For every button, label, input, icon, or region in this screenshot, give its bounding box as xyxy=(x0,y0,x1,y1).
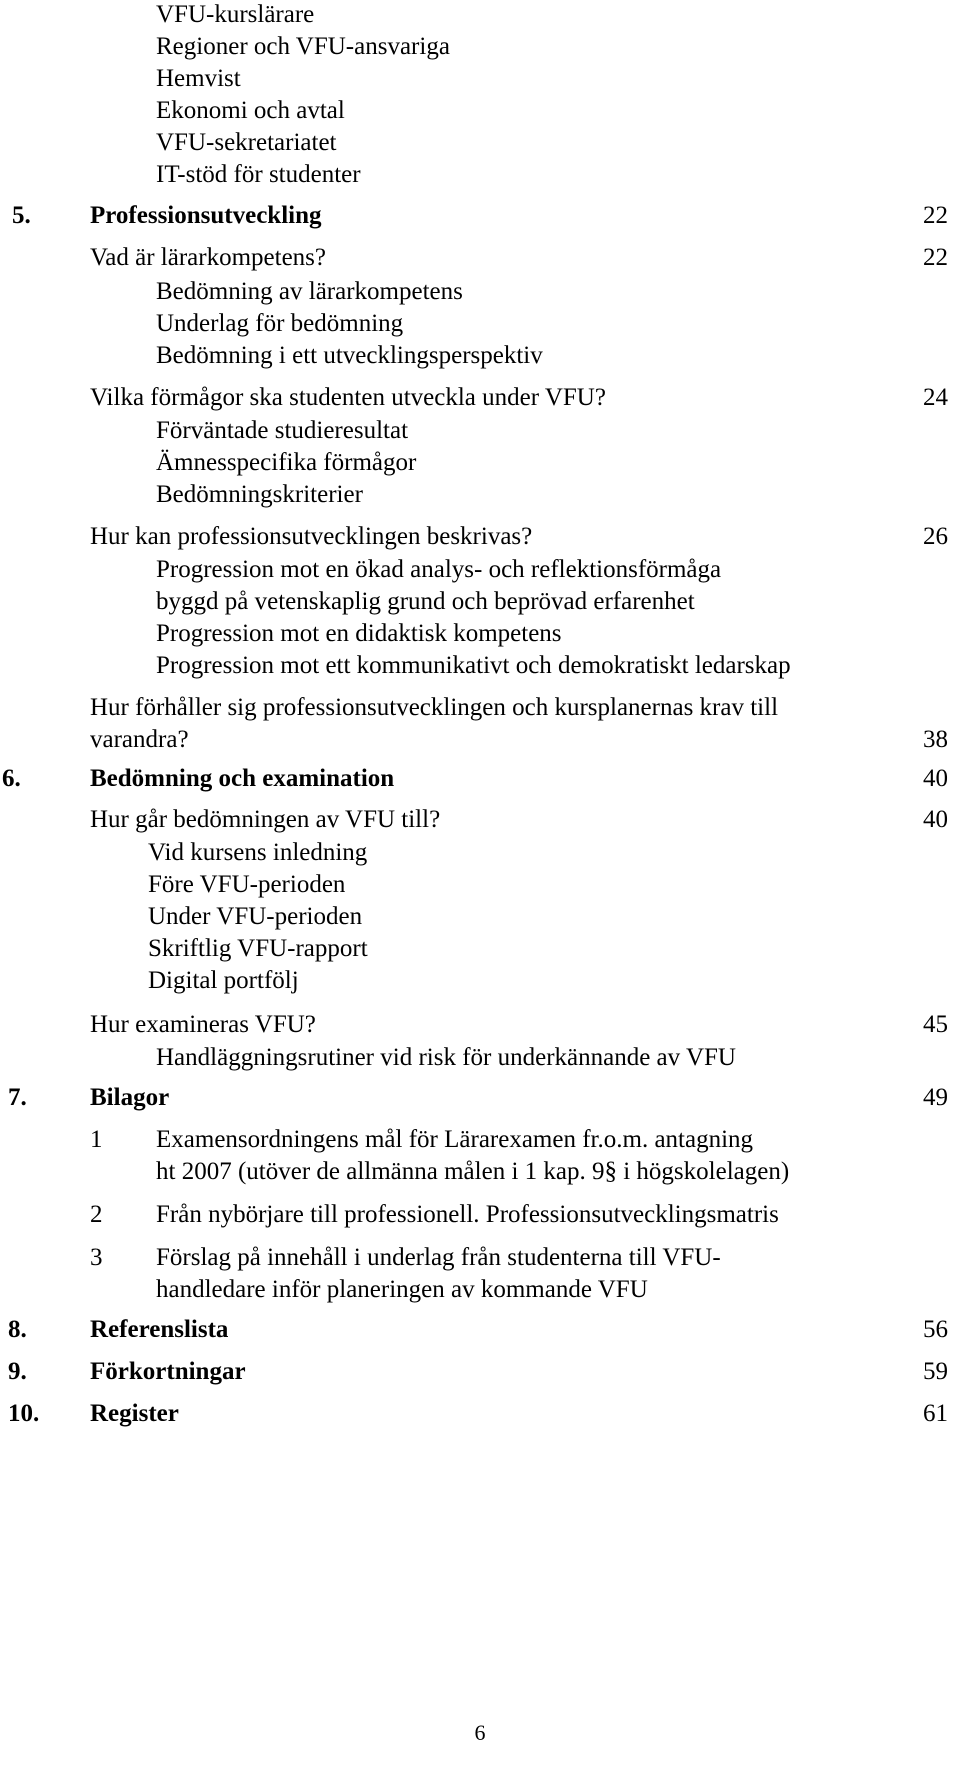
section-title: Hur förhåller sig professionsutvecklingen och kursplanernas krav till xyxy=(90,694,779,721)
toc-subitem: Ekonomi och avtal xyxy=(156,97,345,124)
section-page: 38 xyxy=(923,726,948,753)
toc-subitem: byggd på vetenskaplig grund och beprövad erfarenhet xyxy=(156,588,695,615)
toc-subitem: Ämnesspecifika förmågor xyxy=(156,449,417,476)
appendix-number: 3 xyxy=(90,1244,103,1271)
section-page: 22 xyxy=(923,244,948,271)
footer-page-number: 6 xyxy=(474,1720,486,1745)
chapter-page: 40 xyxy=(923,765,948,792)
toc-subitem: Progression mot en didaktisk kompetens xyxy=(156,620,562,647)
chapter-title: Förkortningar xyxy=(90,1358,246,1385)
appendix-title: Examensordningens mål för Lärarexamen fr.o.m. antagning xyxy=(156,1126,754,1153)
appendix-title: Från nybörjare till professionell. Professionsutvecklingsmatris xyxy=(156,1201,779,1228)
appendix-number: 2 xyxy=(90,1201,103,1228)
chapter-title: Bilagor xyxy=(90,1084,170,1111)
toc-subitem: Bedömning av lärarkompetens xyxy=(156,278,463,305)
section-title: Hur examineras VFU? xyxy=(90,1011,316,1038)
section-title: Vad är lärarkompetens? xyxy=(90,244,326,271)
toc-subitem: Vid kursens inledning xyxy=(148,839,368,866)
appendix-number: 1 xyxy=(90,1126,103,1153)
section-page: 24 xyxy=(923,384,948,411)
section-page: 40 xyxy=(923,806,948,833)
chapter-title: Referenslista xyxy=(90,1316,229,1343)
chapter-number: 8. xyxy=(8,1316,27,1343)
toc-subitem: Progression mot en ökad analys- och reflektionsförmåga xyxy=(156,556,722,583)
chapter-title: Bedömning och examination xyxy=(90,765,395,792)
toc-subitem: Digital portfölj xyxy=(148,967,299,994)
toc-subitem: Regioner och VFU-ansvariga xyxy=(156,33,450,60)
toc-subitem: Under VFU-perioden xyxy=(148,903,363,930)
chapter-title: Professionsutveckling xyxy=(90,202,322,229)
toc-subitem: Bedömning i ett utvecklingsperspektiv xyxy=(156,342,543,369)
toc-subitem: Före VFU-perioden xyxy=(148,871,346,898)
chapter-page: 61 xyxy=(923,1400,948,1427)
chapter-number: 9. xyxy=(8,1358,27,1385)
section-page: 45 xyxy=(923,1011,948,1038)
chapter-page: 59 xyxy=(923,1358,948,1385)
toc-subitem: Handläggningsrutiner vid risk för underkännande av VFU xyxy=(156,1044,736,1071)
chapter-page: 56 xyxy=(923,1316,948,1343)
chapter-page: 22 xyxy=(923,202,948,229)
chapter-title: Register xyxy=(90,1400,179,1427)
toc-subitem: Underlag för bedömning xyxy=(156,310,404,337)
toc-subitem: Progression mot ett kommunikativt och demokratiskt ledarskap xyxy=(156,652,791,679)
chapter-number: 6. xyxy=(2,765,21,792)
toc-subitem: VFU-sekretariatet xyxy=(156,129,337,156)
toc-subitem: Hemvist xyxy=(156,65,241,92)
section-title: Hur går bedömningen av VFU till? xyxy=(90,806,441,833)
chapter-number: 7. xyxy=(8,1084,27,1111)
toc-subitem: Förväntade studieresultat xyxy=(156,417,409,444)
section-title: Vilka förmågor ska studenten utveckla under VFU? xyxy=(90,384,606,411)
section-title-continued: varandra? xyxy=(90,726,189,753)
chapter-page: 49 xyxy=(923,1084,948,1111)
toc-subitem: IT-stöd för studenter xyxy=(156,161,361,188)
section-title: Hur kan professionsutvecklingen beskrivas? xyxy=(90,523,533,550)
toc-subitem: VFU-kurslärare xyxy=(156,1,315,28)
appendix-title-continued: handledare inför planeringen av kommande VFU xyxy=(156,1276,648,1303)
appendix-title-continued: ht 2007 (utöver de allmänna målen i 1 kap. 9§ i högskolelagen) xyxy=(156,1158,790,1185)
section-page: 26 xyxy=(923,523,948,550)
appendix-title: Förslag på innehåll i underlag från studenterna till VFU- xyxy=(156,1244,721,1271)
chapter-number: 10. xyxy=(8,1400,40,1427)
chapter-number: 5. xyxy=(12,202,31,229)
toc-subitem: Skriftlig VFU-rapport xyxy=(148,935,368,962)
toc-subitem: Bedömningskriterier xyxy=(156,481,363,508)
